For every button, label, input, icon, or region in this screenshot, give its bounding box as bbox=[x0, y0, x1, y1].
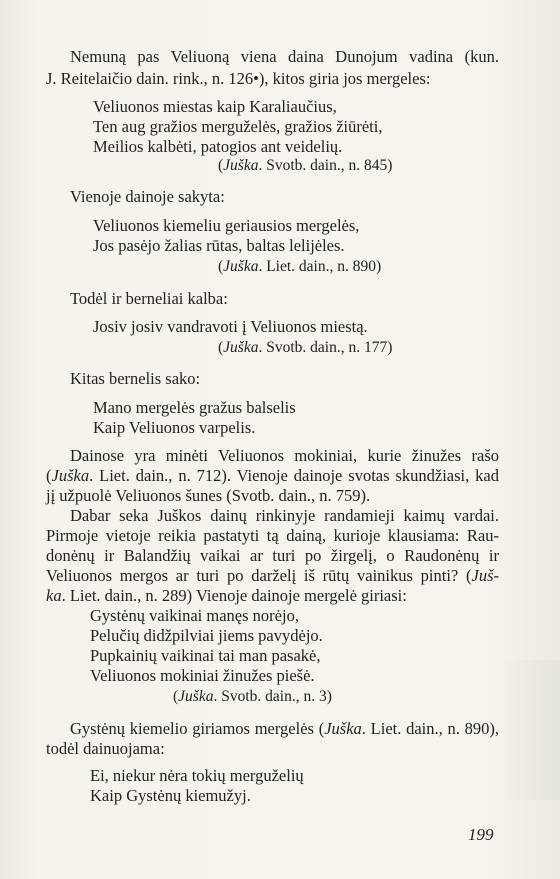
paragraph-line: jį užpuolė Veliuonos šunes (Svotb. dain., n. 759). bbox=[46, 486, 371, 505]
paragraph-line: Todėl ir berneliai kalba: bbox=[70, 289, 228, 308]
paragraph-line: J. Reitelaičio dain. rink., n. 126•), kitos giria jos mergeles: bbox=[46, 69, 431, 88]
paragraph-line: Pirmoje vietoje reikia pastatyti tą dainą, kurioje klausiama: Rau- bbox=[46, 526, 499, 545]
paragraph-line: Kitas bernelis sako: bbox=[70, 369, 201, 388]
page-number: 199 bbox=[468, 825, 494, 844]
citation: (Juška. Svotb. dain., n. 177) bbox=[218, 339, 393, 356]
paragraph-line: ka. Liet. dain., n. 289) Vienoje dainoje mergelė giriasi: bbox=[46, 586, 407, 605]
paragraph-line: Vienoje dainoje sakyta: bbox=[70, 187, 225, 206]
verse-line: Veliuonos mokiniai žinužes piešė. bbox=[90, 666, 315, 685]
paragraph-line: Dainose yra minėti Veliuonos mokiniai, kurie žinužes rašo bbox=[70, 446, 499, 465]
verse-line: Ei, niekur nėra tokių merguželių bbox=[90, 766, 304, 785]
verse-line: Ten aug gražios merguželės, gražios žiūrėti, bbox=[93, 117, 383, 136]
verse-line: Veliuonos kiemeliu geriausios mergelės, bbox=[93, 216, 360, 235]
verse-line: Josiv josiv vandravoti į Veliuonos miestą. bbox=[93, 317, 368, 336]
citation: (Juška. Svotb. dain., n. 3) bbox=[173, 688, 332, 705]
verse-line: Gystėnų vaikinai manęs norėjo, bbox=[90, 606, 299, 625]
paragraph-line: todėl dainuojama: bbox=[46, 739, 165, 758]
verse-line: Kaip Veliuonos varpelis. bbox=[93, 418, 256, 437]
verse-line: Veliuonos miestas kaip Karaliaučius, bbox=[93, 97, 337, 116]
paragraph-line: (Juška. Liet. dain., n. 712). Vienoje dainoje svotas skundžiasi, kad bbox=[46, 466, 499, 485]
verse-line: Mano mergelės gražus balselis bbox=[93, 398, 296, 417]
paragraph-line: donėnų ir Balandžių vaikai ar turi po žirgelį, o Raudonėnų ir bbox=[46, 546, 499, 565]
paragraph-line: Dabar seka Juškos dainų rinkinyje randamieji kaimų vardai. bbox=[70, 506, 499, 525]
verse-line: Pelučių didžpilviai jiems pavydėjo. bbox=[90, 626, 323, 645]
verse-line: Meilios kalbėti, patogios ant veidelių. bbox=[93, 137, 343, 156]
paragraph-line: Gystėnų kiemelio giriamos mergelės (Juška. Liet. dain., n. 890), bbox=[70, 719, 499, 738]
citation: (Juška. Liet. dain., n. 890) bbox=[218, 258, 382, 275]
verse-line: Jos pasėjo žalias rūtas, baltas lelijėles. bbox=[93, 236, 345, 255]
page-shadow bbox=[500, 660, 560, 800]
citation: (Juška. Svotb. dain., n. 845) bbox=[218, 157, 393, 174]
verse-line: Kaip Gystėnų kiemužyj. bbox=[90, 786, 251, 805]
paragraph-line: Veliuonos mergos ar turi po darželį iš rūtų vainikus pinti? (Juš- bbox=[46, 566, 499, 585]
paragraph-line: Nemuną pas Veliuoną viena daina Dunojum vadina (kun. bbox=[70, 47, 499, 66]
verse-line: Pupkainių vaikinai tai man pasakė, bbox=[90, 646, 321, 665]
